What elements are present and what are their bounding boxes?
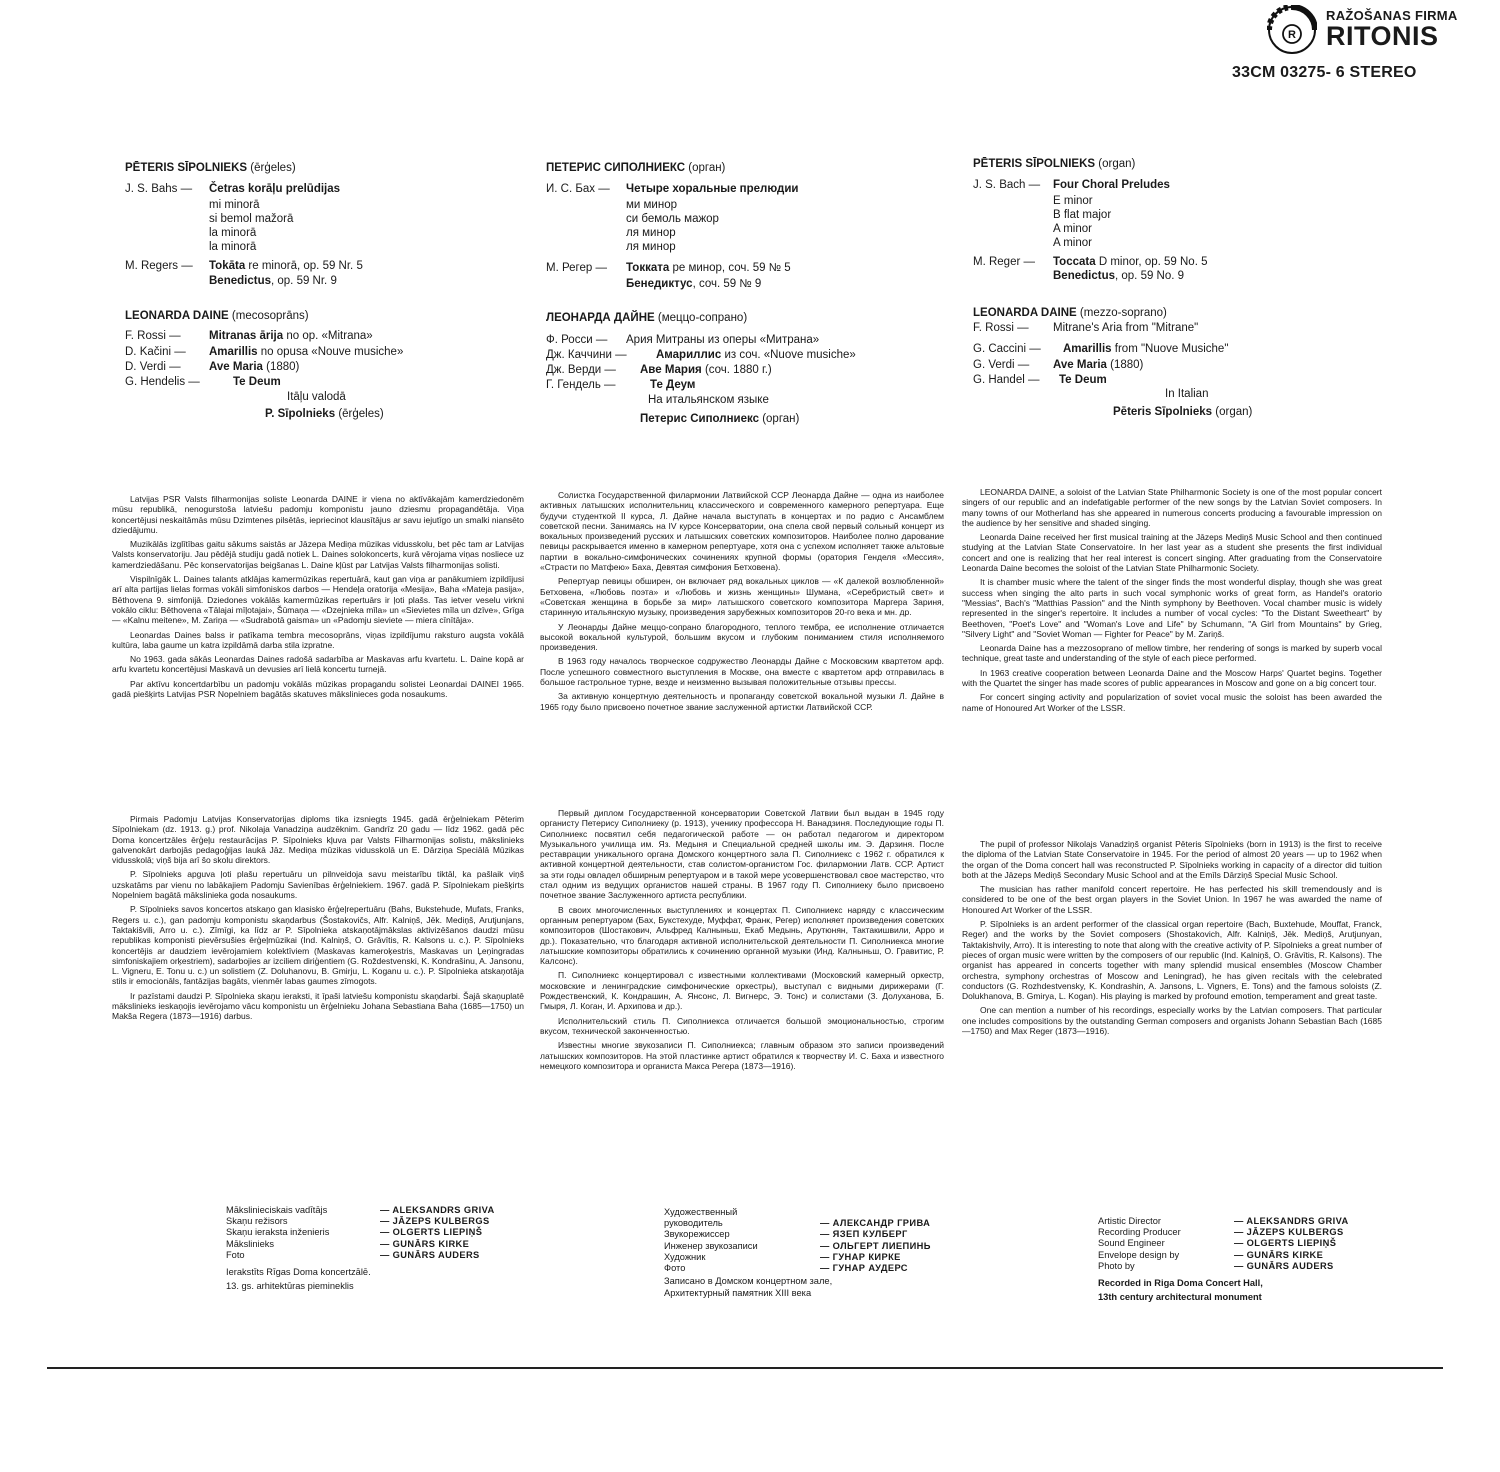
performer-2-role: (mezzo-soprano) [1079, 307, 1167, 319]
paragraph: In 1963 creative cooperation between Leonarda Daine and the Moscow Harps' Quartet begins. Together with the Quartet the singer has made scores of public appearances in Moscow and gone on a big concert tour. [962, 667, 1382, 689]
accompanist-name: Петерис Сиполниекс [640, 413, 759, 425]
program-lv [125, 161, 455, 431]
bio-ru-daine [540, 490, 944, 716]
work-r3-detail: (1880) [1110, 359, 1144, 371]
work-r1-detail: из оперы «Митрана» [707, 334, 820, 346]
composer-2: М. Регер — [546, 262, 607, 274]
work-r2-title: Амариллис [656, 349, 722, 361]
work-r3-title: Аве Мария [640, 364, 702, 376]
paragraph: Первый диплом Государственной консерватории Советской Латвии был выдан в 1945 году органисту Петерису Сиполниеку (р. 1913), ученику профессора Н. Ванадзиня. Последующие годы П. Сиполниекс посвятил себя педагогической работе — он работал педагогом и директором Музыкального училища им. Яз. Медыня и Специальной средней школы им. Э. Дарзиня. После реставрации уникального органа Домского концертного зала П. Сиполниекс с 1962 г. обратился к активной концертной деятельности, став солистом-органистом Гос. филармонии Латв. ССР. Артист за эти годы овладел обширным репертуаром и в такой мере усовершенствовал свое мастерство, что стал одним из ведущих органистов нашей страны. В 1967 году П. Сиполниеку было присвоено почетное звание Заслуженного артиста республики. [540, 808, 944, 901]
credits-ru [664, 1207, 964, 1300]
paragraph: У Леонарды Дайне меццо-сопрано благородного, теплого тембра, ее исполнение отличается высокой вокальной культурой, большим вкусом и глубоким пониманием стиля исполняемого произведения. [540, 621, 944, 653]
credit-row: Sound Engineer — OLGERTS LIEPIŅŠ [1098, 1238, 1337, 1249]
composer-2: M. Reger — [973, 256, 1035, 268]
credit-row: Инженер звукозаписи — ОЛЬГЕРТ ЛИЕПИНЬ [664, 1240, 931, 1251]
work-r1-detail: no op. «Mitrana» [286, 330, 373, 342]
paragraph: Leonarda Daine has a mezzosoprano of mellow timbre, her rendering of songs is marked by superb vocal technique, great taste and understanding of the style of each piece performed. [962, 643, 1382, 664]
work-r1-title: Ария Митраны [626, 334, 705, 346]
composer-r3: G. Verdi — [973, 359, 1030, 371]
credit-row: Звукорежиссер — ЯЗЕП КУЛБЕРГ [664, 1229, 908, 1240]
work-r3-detail: (соч. 1880 г.) [704, 364, 772, 376]
recording-location: Записано в Домском концертном зале, [664, 1276, 833, 1287]
paragraph: П. Сиполниекс концертировал с известными коллективами (Московский камерный оркестр, московские и ленинградские симфонические оркестры), выступал с видными дирижерами (Г. Рождественский, К. Кондрашин, А. Янсонс, Л. Вигнерс, Э. Тонс) и солистами (З. Долуханова, Б. Гмыря, Л. Коган, И. Архипова и др.). [540, 970, 944, 1012]
key-2: si bemol mažorā [209, 213, 294, 225]
bio-lv-daine [112, 494, 524, 703]
key-2: B flat major [1053, 209, 1112, 221]
accompanist-name: Pēteris Sīpolnieks [1113, 406, 1213, 418]
work-r1-title: Mitrane's Aria [1053, 322, 1123, 334]
paragraph: LEONARDA DAINE, a soloist of the Latvian State Philharmonic Society is one of the most popular concert singers of our republic and an indefatigable performer of the new songs by the Latvian Soviet composers. In many towns of our Motherland has she appeared in numerous concerts producing a favourable impression on the audience by her sensitive and shaded singing. [962, 487, 1382, 528]
paragraph: Leonarda Daine received her first musical training at the Jāzeps Mediņš Music School and then continued studying at the Latvian State Conservatoire. In her last year as a student she presents the first individual concert and one is realizing that her real interest is concert singing. After graduating from the Conservatoire Leonarda Daine becomes the soloist of the Latvian State Philharmonic Society. [962, 532, 1382, 574]
key-3: la minorā [209, 227, 257, 239]
paragraph: P. Sīpolnieks savos koncertos atskaņo gan klasisko ērģeļrepertuāru (Bahs, Bukstehude, Mufats, Franks, Regers u. c.), gan padomju komponistu skaņdarbus (Šostakovičs, Alfr. Kalniņš, Jēk. Mediņš, Arutjunjans, Taktakišvili, Arro u. c.). Zīmīgi, ka līdz ar P. Sīpolnieka atskaņotājmākslas aktivizēšanos daudzi mūsu republikas komponisti pievērsušies ērģeļmūzikai (Ind. Kalniņš, O. Grāvītis, R. Kalsons u. c.). P. Sīpolnieks koncertējis ar daudziem ievērojamiem kolektīviem (Maskavas kameroķestris, Maskavas un Ļeņingradas simfoniskajiem orķestriem), sadarbojies ar izciliem diriģentiem (G. Roždestvenski, K. Kondrašinu, A. Jansonu, L. Vigneru, E. Tonu u. c.) un solistiem (Z. Doluhanovu, B. Gmirju, L. Koganu u. c.). P. Sīpolnieka atskaņotāja stils ir emocionāls, fantāzijas bagāts, vienmēr labas gaumes zīmogots. [112, 904, 524, 987]
work-r2-title: Amarillis [209, 346, 258, 358]
performer-2-name: ЛЕОНАРДА ДАЙНЕ [546, 312, 655, 324]
key-1: mi minorā [209, 199, 260, 211]
work-r4-title: Те Деум [650, 379, 696, 391]
logo-letter: R [1288, 29, 1296, 41]
work-1-title: Četras korāļu prelūdijas [209, 183, 341, 195]
paragraph: Muzikālās izglītības gaitu sākums saistās ar Jāzepa Mediņa mūzikas vidusskolu, bet pēc tam ar Latvijas Valsts konservatoriju. Jau pēdējā studiju gadā notiek L. Daines solokoncerts, kurā vērojama viņas nosliece uz kamerdziedāšanu. Pēc konservatorijas beigšanas L. Daine kļūst par Latvijas Valsts filharmonijas solisti. [112, 539, 524, 570]
work-r2-detail: no opusa «Nouve musiche» [260, 346, 404, 358]
work-r3-title: Ave Maria [1053, 359, 1107, 371]
work-r3-title: Ave Maria [209, 361, 263, 373]
credit-row: Envelope design by — GUNĀRS KIRKE [1098, 1249, 1324, 1260]
paragraph: No 1963. gada sākās Leonardas Daines radošā sadarbība ar Maskavas arfu kvartetu. L. Daine kopā ar arfu kvartetu koncertējusi Maskavā un devusies arī lielā koncertu turnejā. [112, 654, 524, 675]
performer-1-role: (орган) [688, 162, 726, 174]
key-3: A minor [1053, 223, 1092, 235]
language-note: Itāļu valodā [287, 391, 346, 403]
composer-r2: D. Kačini — [125, 346, 186, 358]
paragraph: Leonardas Daines balss ir patīkama tembra mecosoprāns, viņas izpildījumu raksturo augsta vokālā kultūra, laba gaume un katra izpildāmā darba stila izpratne. [112, 629, 524, 650]
work-r1-detail: from "Mitrane" [1125, 322, 1199, 334]
accompanist-role: (organ) [1215, 406, 1253, 418]
performer-1-name: PĒTERIS SĪPOLNIEKS [125, 162, 248, 174]
work-2-title: Toccata [1053, 256, 1096, 268]
bio-lv-sipolnieks [112, 814, 524, 1026]
composer-2: M. Regers — [125, 260, 193, 272]
composer-r1: F. Rossi — [973, 322, 1029, 334]
credit-row: руководитель — АЛЕКСАНДР ГРИВА [664, 1218, 931, 1229]
credit-row: Recording Producer — JĀZEPS KULBERGS [1098, 1227, 1344, 1238]
credit-row: Skaņu ieraksta inženieris — OLGERTS LIEPIŅŠ [226, 1227, 483, 1238]
credit-row: Художник — ГУНАР КИРКЕ [664, 1251, 901, 1262]
bio-en-daine [962, 487, 1382, 717]
work-3-detail: , op. 59 No. 9 [1115, 270, 1185, 282]
paragraph: Vispilnīgāk L. Daines talants atklājas kamermūzikas repertuārā, kaut gan viņa ar panākumiem izpildījusi arī alta partijas lielas formas vokāli simfoniskos darbos — Hendeļa oratorija «Mesija», Baha «Mateja pasija», Bēthovena 9. simfonijā. Dziedones vokālās kamermūzikas repertuārs ir ļoti plašs. Tas ietver veselu virkni vokālo ciklu: Bēthovena «Tālajai mīļotajai», Šūmaņa — «Dzejnieka mīla» un «Sievietes mīla un dzīve», Grīga — «Kalnu meitene», M. Zariņa — «Sudrabotā gaisma» un «Padomju sieviete — miera cīnītāja». [112, 574, 524, 626]
composer-r1: Ф. Росси — [546, 334, 608, 346]
key-2: си бемоль мажор [626, 213, 719, 225]
work-2-detail: re minorā, op. 59 Nr. 5 [248, 260, 363, 272]
work-r2-title: Amarillis [1063, 343, 1112, 355]
credit-row: Skaņu režisors — JĀZEPS KULBERGS [226, 1216, 490, 1227]
credit-row: Foto — GUNĀRS AUDERS [226, 1249, 480, 1260]
composer-r1: F. Rossi — [125, 330, 181, 342]
key-4: A minor [1053, 237, 1092, 249]
credits-lv [226, 1205, 526, 1292]
work-r2-detail: from "Nuove Musiche" [1114, 343, 1229, 355]
credit-row: Художественный [664, 1207, 738, 1217]
composer-r4: G. Hendelis — [125, 376, 200, 388]
work-3-detail: , op. 59 Nr. 9 [271, 275, 337, 287]
performer-2-role: (mecosoprāns) [231, 310, 309, 322]
paragraph: Ir pazīstami daudzi P. Sīpolnieka skaņu ieraksti, it īpaši latviešu komponistu skaņdarbi. Šajā skaņuplatē mākslinieks ieskaņojis ievērojamo vācu komponistu un ērģelnieku Johana Sebastiana Baha (1685—1750) un Makša Regera (1873—1916) darbus. [112, 990, 524, 1022]
recording-monument: 13. gs. arhitektūras piemineklis [226, 1281, 354, 1292]
accompanist-name: P. Sīpolnieks [265, 408, 336, 420]
recording-location: Recorded in Riga Doma Concert Hall, [1098, 1277, 1263, 1288]
catalog-number: 33CM 03275- 6 STEREO [1232, 64, 1417, 81]
performer-2-name: LEONARDA DAINE [125, 310, 229, 322]
accompanist-role: (орган) [762, 413, 800, 425]
work-r2-detail: из соч. «Nuove musiche» [724, 349, 856, 361]
paragraph: For concert singing activity and popularization of soviet vocal music the soloist has been awarded the name of Honoured Art Worker of the LSSR. [962, 692, 1382, 713]
bottom-divider [47, 1367, 1443, 1369]
credits-en [1098, 1216, 1398, 1303]
paragraph: It is chamber music where the talent of the singer finds the most wonderful display, though she was great success when singing the alto parts in such vocal symphonic works of great form, as Handel's oratorio "Messias", Bach's "Matthias Passion" and the Ninth symphony by Beethoven. Vocal chamber music is widely represented in the singer's repertoire. It includes a number of vocal cycles: "To the Distant Sweetheart" by Beethoven, "Poet's Love" and "Woman's Love and Life" by Schumann, "A Girl from Mountains" by Grieg, "Silvery Light" and "Soviet Woman — Fighter for Peace" by M. Zariņš. [962, 577, 1382, 639]
performer-2-name: LEONARDA DAINE [973, 307, 1077, 319]
composer-r2: G. Caccini — [973, 343, 1041, 355]
work-2-title: Токката [626, 262, 670, 274]
work-3-title: Benedictus [1053, 270, 1115, 282]
paragraph: Репертуар певицы обширен, он включает ряд вокальных циклов — «К далекой возлюбленной» Бетховена, «Любовь поэта» и «Любовь и жизнь женщины» Шумана, «Серебристый свет» и «Советская женщина в борьбе за мир» латышского советского композитора Маргера Зариня, старинную итальянскую музыку, произведения зарубежных композиторов 20-го века и мн. др. [540, 576, 944, 618]
paragraph: Солистка Государственной филармонии Латвийской ССР Леонарда Дайне — одна из наиболее активных латышских исполнительниц классического и современного камерного репертуара. Еще будучи студенткой II курса, Л. Дайне начала выступать в концертах и по радио с Ансамблем советской песни. Занимаясь на IV курсе Консерватории, она спела свой первый сольный концерт из вокальных произведений русских и латышских советских композиторов. Наиболее полно дарование певицы раскрывается именно в камерном репертуаре, хотя она с успехом исполняет также альтовые партии в вокально-симфонических сочинениях крупной формы (оратория Генделя «Мессия», «Страсти по Матфею» Баха, Девятая симфония Бетховена). [540, 490, 944, 573]
language-note: На итальянском языке [648, 394, 769, 406]
work-r4-title: Te Deum [1059, 374, 1107, 386]
paragraph: Par aktīvu koncertdarbību un padomju vokālās mūzikas propagandu solistei Leonardai DAINEI 1965. gadā piešķirts Latvijas PSR Nopelniem bagātās skatuves mākslinieces goda nosaukums. [112, 678, 524, 700]
composer-1: И. С. Бах — [546, 183, 610, 195]
paragraph: Latvijas PSR Valsts filharmonijas soliste Leonarda DAINE ir viena no aktīvākajām kamerdziedonēm mūsu republikā, nenogurstoša latviešu padomju komponistu jauno dziesmu propagandētāja. Viņa koncertējusi neskaitāmās mūsu Dzimtenes pilsētās, iepriecinot klausītājus ar savu iejutīgo un smalki niansēto dziedājumu. [112, 494, 524, 535]
composer-r3: D. Verdi — [125, 361, 181, 373]
performer-1-name: PĒTERIS SĪPOLNIEKS [973, 158, 1096, 170]
program-ru [546, 161, 936, 431]
paragraph: Исполнительский стиль П. Сиполниекса отличается большой эмоциональностью, строгим вкусом, технической законченностью. [540, 1015, 944, 1036]
work-3-title: Benedictus [209, 275, 271, 287]
work-r4-title: Te Deum [233, 376, 281, 388]
credit-row: Фото — ГУНАР АУДЕРС [664, 1262, 908, 1273]
program-en [973, 157, 1353, 427]
paragraph: The pupil of professor Nikolajs Vanadziņš organist Pēteris Sīpolnieks (born in 1913) is the first to receive the diploma of the Latvian State Conservatoire in 1945. For the period of almost 20 years — up to 1962 when the organ of the Doma concert hall was reconstructed P. Sīpolnieks working in capacity of a director did tuition both at the Jāzeps Mediņš Secondary Music School and at the Emīls Dārziņš Special Music School. [962, 839, 1382, 880]
paragraph: One can mention a number of his recordings, especially works by the Latvian composers. That particular one includes compositions by the outstanding German composers and organists Johann Sebastian Bach (1685—1750) and Max Reger (1873—1916). [962, 1005, 1382, 1037]
paragraph: В 1963 году началось творческое содружество Леонарды Дайне с Московским квартетом арф. После успешного совместного выступления в Москве, она вместе с квартетом арф отправилась в большое гастрольное турне, везде и неизменно вызывая положительные отзывы прессы. [540, 656, 944, 688]
credit-row: Mākslinieciskais vadītājs — ALEKSANDRS GRIVA [226, 1205, 495, 1215]
paragraph: P. Sīpolnieks is an ardent performer of the classical organ repertoire (Bach, Buxtehude, Mouffat, Franck, Reger) and the works by the Soviet composers (Shostakovich, Alfr. Kalniņš, Jēk. Mediņš, Arutjunyan, Taktakishvily, Arro). It is interesting to note that along with the creative activity of P. Sīpolnieks a great number of pieces of organ music were written by the composers of our republic (Ind. Kalniņš, O. Grāvītis, R. Kalsons). The organist has appeared in concerts together with many splendid musical ensembles (Moscow Chamber orchestra, symphony orchestras of Moscow and Leningrad), he has given recitals with the celebrated conductors (G. Rozhdestvensky, K. Kondrashin, A. Jansons, L. Vigners, E. Tons) and the famous soloists (Z. Dolukhanova, B. Gmirya, L. Kogan). His playing is marked by profound emotion, temperament and great taste. [962, 919, 1382, 1002]
composer-r2: Дж. Каччини — [546, 349, 627, 361]
composer-r3: Дж. Верди — [546, 364, 616, 376]
key-3: ля минор [626, 227, 676, 239]
paragraph: The musician has rather manifold concert repertoire. He has perfected his skill tremendously and is considered to be one of the best organ players in the Soviet Union. In 1967 he was awarded the name of Honoured Art Worker of the LSSR. [962, 884, 1382, 915]
brand-name: RITONIS [1326, 21, 1439, 51]
work-2-title: Tokāta [209, 260, 246, 272]
brand-subtitle: RAŽOŠANAS FIRMA [1326, 8, 1458, 23]
key-1: ми минор [626, 199, 677, 211]
work-1-title: Four Choral Preludes [1053, 179, 1170, 191]
composer-1: J. S. Bach — [973, 179, 1041, 191]
credit-row: Mākslinieks — GUNĀRS KIRKE [226, 1238, 470, 1249]
paragraph: За активную концертную деятельность и пропаганду советской вокальной музыки Л. Дайне в 1965 году было присвоено почетное звание заслуженной артистки Латвийской ССР. [540, 691, 944, 712]
paragraph: Известны многие звукозаписи П. Сиполниекса; главным образом это записи произведений латышских композиторов. На этой пластинке артист обратился к творчеству И. С. Баха и известного немецкого композитора и органиста Макса Регера (1873—1916). [540, 1040, 944, 1071]
work-3-title: Бенедиктус [626, 278, 693, 290]
language-note: In Italian [1165, 388, 1209, 400]
work-r3-detail: (1880) [266, 361, 300, 373]
key-4: la minorā [209, 241, 257, 253]
composer-1: J. S. Bahs — [125, 183, 193, 195]
recording-monument: 13th century architectural monument [1098, 1292, 1262, 1303]
composer-r4: G. Handel — [973, 374, 1040, 386]
paragraph: Pirmais Padomju Latvijas Konservatorijas diploms tika izsniegts 1945. gadā ērģelniekam Pēterim Sīpolniekam (dz. 1913. g.) prof. Nikolaja Vanadziņa audzēknim. Gandrīz 20 gadu — līdz 1962. gadā pēc Doma koncertzāles ērģeļu restaurācijas P. Sīpolnieks kļuva par Valsts Filharmonijas solistu, mākslinieks galvenokārt darbojās pedagoģijas laukā Jāz. Mediņa mūzikas vidusskolā un E. Dārziņa Speciālā Mūzikas vidusskolā; viņš bija arī šo skolu direktors. [112, 814, 524, 866]
bio-en-sipolnieks [962, 839, 1382, 1040]
performer-2-role: (меццо-сопрано) [657, 312, 748, 324]
composer-r4: Г. Гендель — [546, 379, 616, 391]
performer-1-name: ПЕТЕРИС СИПОЛНИЕКС [546, 162, 686, 174]
work-r1-title: Mitranas ārija [209, 330, 284, 342]
work-1-title: Четыре хоральные прелюдии [626, 183, 799, 195]
work-2-detail: ре минор, соч. 59 № 5 [672, 262, 791, 274]
work-2-detail: D minor, op. 59 No. 5 [1098, 256, 1208, 268]
accompanist-role: (ērģeles) [338, 408, 384, 420]
recording-location: Ierakstīts Rīgas Doma koncertzālē. [226, 1266, 371, 1277]
paragraph: В своих многочисленных выступлениях и концертах П. Сиполниекс наряду с классическим органным репертуаром (Бах, Букстехуде, Муффат, Франк, Регер) исполняет произведения советских композиторов (Шостакович, Альфред Калныньш, Екаб Медынь, Арутюнян, Тактакишвили, Арро и др.). Показательно, что благодаря активной исполнительской деятельности П. Сиполниекса многие латышские композиторы обратились к сочинению органной музыки (Инд. Калныньш, О. Гравитис, Р. Калсонс). [540, 904, 944, 967]
credit-row: Artistic Director — ALEKSANDRS GRIVA [1098, 1216, 1349, 1226]
performer-1-role: (ērģeles) [250, 162, 296, 174]
key-4: ля минор [626, 241, 676, 253]
credit-row: Photo by — GUNĀRS AUDERS [1098, 1260, 1334, 1271]
key-1: E minor [1053, 195, 1093, 207]
bio-ru-sipolnieks [540, 808, 944, 1075]
performer-1-role: (organ) [1098, 158, 1136, 170]
paragraph: P. Sīpolnieks apguva ļoti plašu repertuāru un pilnveidoja savu meistarību tiktāl, ka pašlaik viņš uzskatāms par vienu no labākajiem Padomju Savienības ērģelniekiem. 1967. gadā P. Sīpolniekam piešķirts Nopelniem bagātā mākslinieka goda nosaukums. [112, 869, 524, 901]
ritonis-logo-icon [1267, 5, 1317, 55]
work-3-detail: , соч. 59 № 9 [692, 278, 762, 290]
recording-monument: Архитектурный памятник XIII века [664, 1288, 812, 1299]
